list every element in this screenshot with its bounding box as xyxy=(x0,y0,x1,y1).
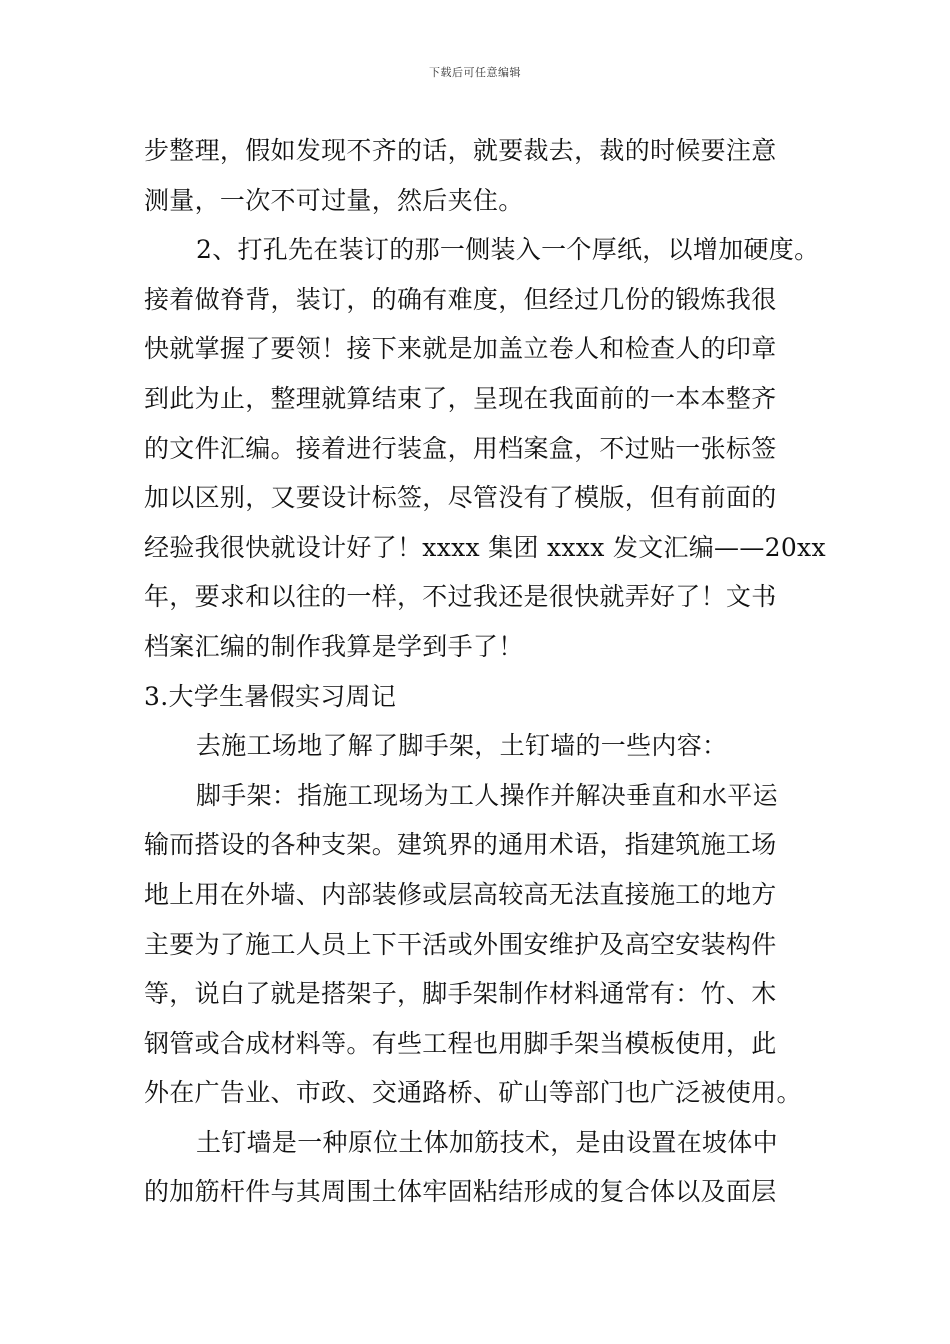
text-line: 测量，一次不可过量，然后夹住。 xyxy=(144,185,524,215)
text-line: 的文件汇编。接着进行装盒，用档案盒，不过贴一张标签 xyxy=(144,433,777,463)
text-line: 去施工场地了解了脚手架，土钉墙的一些内容： xyxy=(196,731,728,761)
document-body xyxy=(144,126,824,1217)
text-line: 步整理，假如发现不齐的话，就要裁去，裁的时候要注意 xyxy=(144,136,777,165)
text-line: 主要为了施工人员上下干活或外围安维护及高空安装构件 xyxy=(144,929,777,959)
text-line: 的加筋杆件与其周围土体牢固粘结形成的复合体以及面层 xyxy=(144,1177,777,1207)
text-line: 接着做脊背，装订，的确有难度，但经过几份的锻炼我很 xyxy=(144,284,777,314)
text-line: 等，说白了就是搭架子，脚手架制作材料通常有：竹、木 xyxy=(144,979,777,1009)
text-line: 输而搭设的各种支架。建筑界的通用术语，指建筑施工场 xyxy=(144,830,777,860)
text-line: 2、打孔先在装订的那一侧装入一个厚纸，以增加硬度。 xyxy=(196,235,820,265)
text-line: 年，要求和以往的一样，不过我还是很快就弄好了！文书 xyxy=(144,582,777,612)
page-header: 下载后可任意编辑 xyxy=(429,66,521,79)
text-line: 档案汇编的制作我算是学到手了！ xyxy=(144,631,524,661)
text-line: 地上用在外墙、内部装修或层高较高无法直接施工的地方 xyxy=(144,879,777,909)
text-line: 土钉墙是一种原位土体加筋技术，是由设置在坡体中 xyxy=(196,1127,778,1157)
section-heading: 3.大学生暑假实习周记 xyxy=(144,681,397,711)
text-line: 经验我很快就设计好了！xxxx 集团 xxxx 发文汇编——20xx xyxy=(144,532,826,562)
text-line: 快就掌握了要领！接下来就是加盖立卷人和检查人的印章 xyxy=(144,334,777,364)
text-line: 到此为止，整理就算结束了，呈现在我面前的一本本整齐 xyxy=(144,383,777,413)
text-line: 钢管或合成材料等。有些工程也用脚手架当模板使用，此 xyxy=(144,1028,777,1058)
text-line: 加以区别，又要设计标签，尽管没有了模版，但有前面的 xyxy=(144,483,777,513)
text-line: 脚手架：指施工现场为工人操作并解决垂直和水平运 xyxy=(196,780,778,810)
text-line: 外在广告业、市政、交通路桥、矿山等部门也广泛被使用。 xyxy=(144,1078,802,1108)
